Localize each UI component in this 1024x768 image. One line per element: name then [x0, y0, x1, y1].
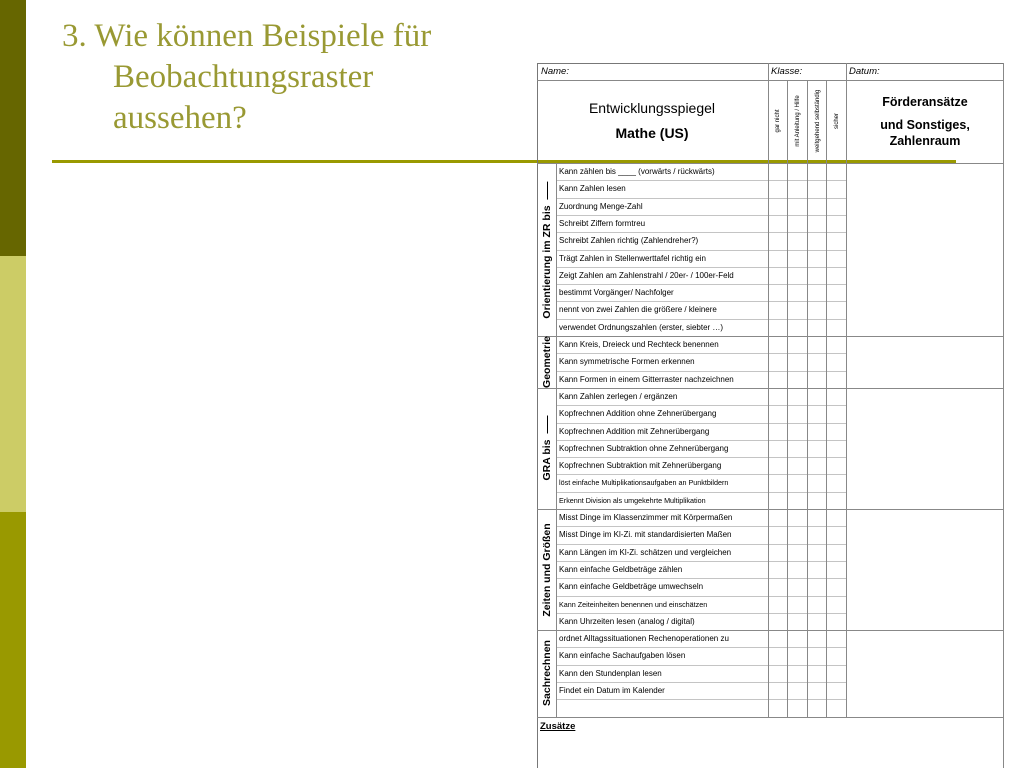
- criterion-row-line: [556, 371, 846, 372]
- group-label: [541, 640, 553, 706]
- criterion-row-line: [556, 250, 846, 251]
- label-column-line: [556, 163, 557, 336]
- rating-column-line-4: [846, 163, 847, 336]
- rating-column-line-4: [846, 388, 847, 509]
- name-label: Name:: [541, 66, 569, 77]
- criterion-row-line: [556, 405, 846, 406]
- rating-column-line-3: [826, 388, 827, 509]
- criterion-item: Misst Dinge im Kl-Zi. mit standardisierten Maßen: [559, 530, 732, 540]
- group-separator: [537, 717, 1003, 718]
- rating-column-line-4: [846, 509, 847, 630]
- rating-column-line-3: [826, 163, 827, 336]
- criterion-row-line: [556, 215, 846, 216]
- criterion-item: Kann Uhrzeiten lesen (analog / digital): [559, 616, 695, 626]
- group-separator: [537, 388, 1003, 389]
- header-rating-divider-1: [807, 80, 808, 163]
- criterion-item: Kann Zeiteinheiten benennen und einschätzen: [559, 599, 708, 609]
- criterion-item: verwendet Ordnungszahlen (erster, siebter …): [559, 322, 724, 332]
- criterion-item: Zuordnung Menge-Zahl: [559, 201, 643, 211]
- criterion-row-line: [556, 699, 846, 700]
- criterion-item: Kann einfache Geldbeträge umwechseln: [559, 582, 704, 592]
- rating-column-line-0: [768, 336, 769, 388]
- rating-column-line-2: [807, 509, 808, 630]
- group-label-text: GRA bis: [541, 439, 553, 481]
- rating-col-mit-anleitung: mit Anleitung / Hilfe: [795, 95, 801, 147]
- criterion-item: Schreibt Ziffern formtreu: [559, 218, 646, 228]
- group-separator: [537, 336, 1003, 337]
- criterion-row-line: [556, 578, 846, 579]
- criterion-row-line: [556, 301, 846, 302]
- sidebar-stripe-bottom: [0, 512, 26, 768]
- group-label-text: Sachrechnen: [541, 640, 553, 707]
- criterion-item: Kann Zahlen lesen: [559, 184, 626, 194]
- group-label-text: Orientierung im ZR bis: [541, 204, 553, 319]
- rating-column-line-1: [787, 336, 788, 388]
- rating-column-line-0: [768, 630, 769, 717]
- criterion-row-line: [556, 474, 846, 475]
- criterion-row-line: [556, 457, 846, 458]
- group-label: [541, 336, 553, 388]
- label-column-line: [556, 388, 557, 509]
- criterion-item: Kann den Stundenplan lesen: [559, 668, 662, 678]
- header-bottom-line: [537, 163, 1003, 164]
- criterion-row-line: [556, 267, 846, 268]
- criterion-item: Kopfrechnen Subtraktion ohne Zehnerübergang: [559, 443, 729, 453]
- criterion-item: Erkennt Division als umgekehrte Multiplikation: [559, 495, 706, 505]
- criterion-row-line: [556, 596, 846, 597]
- title-line-2: Beobachtungsraster: [113, 59, 374, 95]
- rating-column-line-3: [826, 336, 827, 388]
- rating-column-line-1: [787, 163, 788, 336]
- group-label: [541, 181, 553, 318]
- criterion-row-line: [556, 232, 846, 233]
- header-rating-divider-2: [826, 80, 827, 163]
- criterion-row-line: [556, 492, 846, 493]
- criterion-item: Schreibt Zahlen richtig (Zahlendreher?): [559, 236, 699, 246]
- criterion-row-line: [556, 180, 846, 181]
- criterion-item: Kann zählen bis ____ (vorwärts / rückwärts): [559, 167, 715, 176]
- criterion-item: Kann einfache Geldbeträge zählen: [559, 564, 683, 574]
- criterion-row-line: [556, 423, 846, 424]
- sheet-right-edge: [1003, 63, 1004, 768]
- criterion-row-line: [556, 353, 846, 354]
- criterion-item: Misst Dinge im Klassenzimmer mit Körpermaßen: [559, 513, 733, 522]
- criterion-item: Zeigt Zahlen am Zahlenstrahl / 20er- / 100er-Feld: [559, 270, 734, 280]
- criterion-item: Kann Formen in einem Gitterraster nachzeichnen: [559, 374, 734, 384]
- zusaetze-label: Zusätze: [540, 720, 576, 732]
- fill-in-blank: [547, 181, 548, 199]
- title-line-3: aussehen?: [113, 100, 247, 136]
- rating-col-sicher: sicher: [834, 112, 840, 130]
- fill-in-blank: [547, 416, 548, 434]
- header-rating-divider-0: [787, 80, 788, 163]
- criterion-item: Kopfrechnen Addition ohne Zehnerübergang: [559, 409, 717, 419]
- criterion-item: Kopfrechnen Addition mit Zehnerübergang: [559, 426, 710, 436]
- rating-column-line-2: [807, 630, 808, 717]
- criterion-item: Findet ein Datum im Kalender: [559, 686, 665, 695]
- group-label-text: Zeiten und Größen: [541, 522, 553, 617]
- header-divider: [537, 80, 1003, 81]
- rating-column-line-1: [787, 630, 788, 717]
- criterion-row-line: [556, 613, 846, 614]
- title-line-1: 3. Wie können Beispiele für: [62, 18, 432, 54]
- header-col-klasse: [768, 63, 769, 163]
- group-label: [541, 416, 553, 481]
- criterion-row-line: [556, 440, 846, 441]
- rating-col-weitgehend: weitgehend selbständig: [815, 89, 821, 153]
- rating-column-line-3: [826, 630, 827, 717]
- datum-label: Datum:: [849, 66, 880, 77]
- criterion-item: löst einfache Multiplikationsaufgaben an Punktbildern: [559, 478, 729, 488]
- foerder-title: Förderansätze: [882, 95, 968, 109]
- rating-column-line-4: [846, 630, 847, 717]
- rating-column-line-2: [807, 163, 808, 336]
- rating-column-line-0: [768, 509, 769, 630]
- criterion-row-line: [556, 284, 846, 285]
- rating-column-line-2: [807, 388, 808, 509]
- criterion-item: Kann symmetrische Formen erkennen: [559, 357, 695, 367]
- group-separator: [537, 630, 1003, 631]
- criterion-row-line: [556, 647, 846, 648]
- rating-column-line-4: [846, 336, 847, 388]
- rating-column-line-3: [826, 509, 827, 630]
- rating-column-line-1: [787, 509, 788, 630]
- criterion-item: Kann Längen im Kl-Zi. schätzen und vergleichen: [559, 547, 732, 557]
- foerder-subtitle: und Sonstiges, Zahlenraum: [880, 118, 970, 148]
- label-column-line: [556, 509, 557, 630]
- sidebar-stripe-top: [0, 0, 26, 256]
- criterion-item: Kann Zahlen zerlegen / ergänzen: [559, 391, 678, 401]
- criterion-row-line: [556, 526, 846, 527]
- header-col-datum: [846, 63, 847, 163]
- label-column-line: [556, 336, 557, 388]
- criterion-row-line: [556, 198, 846, 199]
- slide-title: [62, 16, 431, 139]
- criterion-row-line: [556, 561, 846, 562]
- criterion-item: bestimmt Vorgänger/ Nachfolger: [559, 288, 674, 298]
- rating-column-line-2: [807, 336, 808, 388]
- criterion-item: Kopfrechnen Subtraktion mit Zehnerübergang: [559, 461, 722, 471]
- rating-column-line-0: [768, 388, 769, 509]
- criterion-item: nennt von zwei Zahlen die größere / kleinere: [559, 305, 717, 315]
- group-label: [541, 523, 553, 616]
- rating-column-line-1: [787, 388, 788, 509]
- criterion-item: Trägt Zahlen in Stellenwerttafel richtig ein: [559, 253, 706, 263]
- criterion-item: Kann Kreis, Dreieck und Rechteck benennen: [559, 340, 719, 349]
- group-separator: [537, 509, 1003, 510]
- criterion-row-line: [556, 665, 846, 666]
- group-label-text: Geometrie: [541, 335, 553, 388]
- criterion-row-line: [556, 544, 846, 545]
- rating-col-gar-nicht: gar nicht: [775, 109, 781, 133]
- criterion-row-line: [556, 319, 846, 320]
- sidebar-stripe-middle: [0, 256, 26, 512]
- sheet-subject: Mathe (US): [615, 125, 689, 141]
- criterion-row-line: [556, 682, 846, 683]
- criterion-item: ordnet Alltagssituationen Rechenoperationen zu: [559, 634, 729, 644]
- sheet-title: Entwicklungsspiegel: [588, 100, 716, 116]
- rating-column-line-0: [768, 163, 769, 336]
- criterion-item: Kann einfache Sachaufgaben lösen: [559, 651, 686, 661]
- label-column-line: [556, 630, 557, 717]
- klasse-label: Klasse:: [771, 66, 803, 77]
